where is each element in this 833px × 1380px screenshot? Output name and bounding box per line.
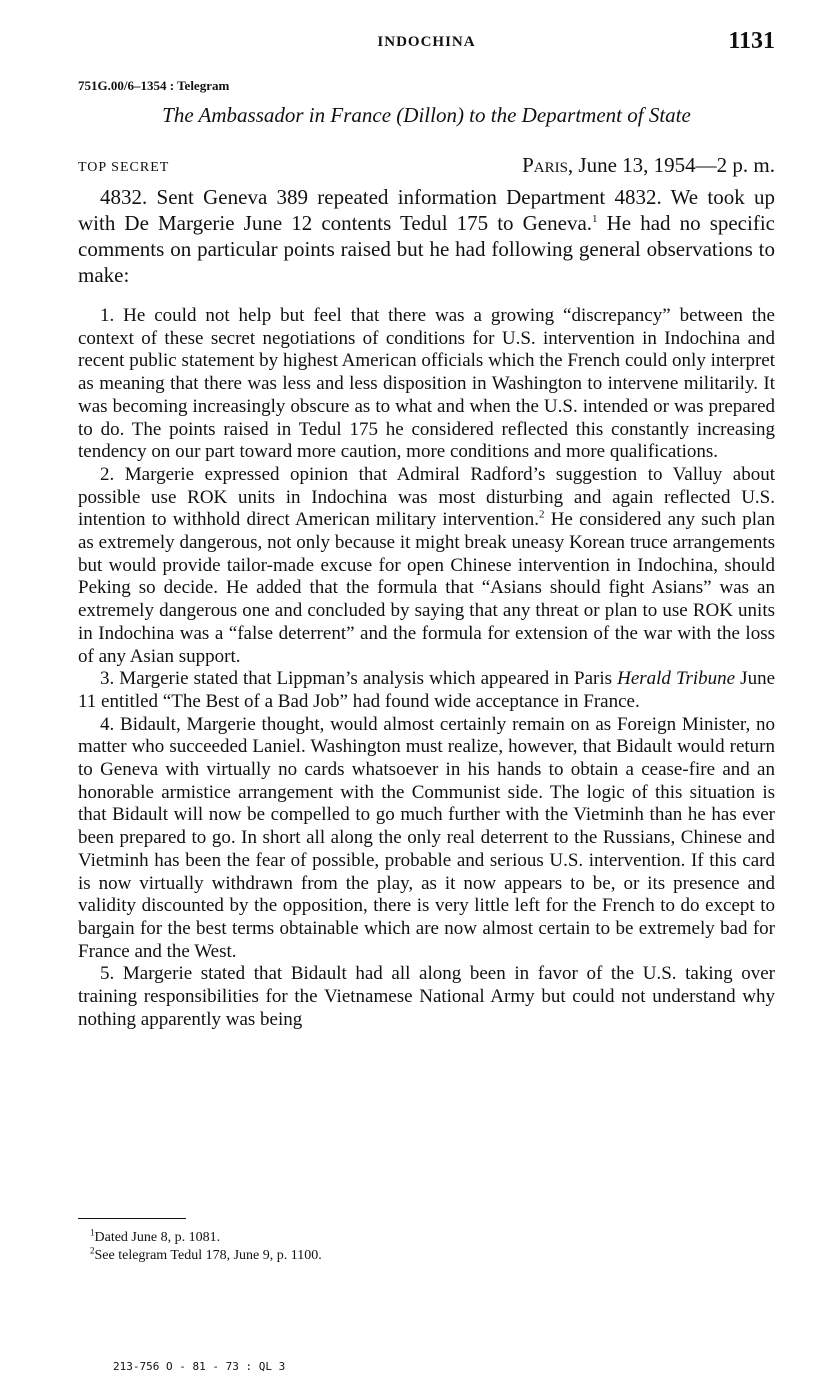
- printer-mark: 213-756 O - 81 - 73 : QL 3: [113, 1360, 286, 1373]
- opening-paragraph: [78, 184, 775, 288]
- paragraph-5: 5. Margerie stated that Bidault had all along been in favor of the U.S. taking over training responsibilities for the Vietnamese National Army but could not understand why nothing apparently was being: [78, 963, 775, 1030]
- footnote-1-text: Dated June 8, p. 1081.: [94, 1230, 221, 1245]
- paragraph-3-text: 3. Margerie stated that Lippman’s analysis which appeared in Paris: [100, 668, 618, 690]
- opening-text: 4832. Sent Geneva 389 repeated information Department 4832. We took up with De Margerie June 12 contents Tedul 175 to Geneva.: [78, 185, 775, 235]
- footnotes: [90, 1229, 690, 1265]
- paragraph-2: [78, 464, 775, 668]
- paragraph-2-text-continued: He considered any such plan as extremely dangerous, not only because it might break uneasy Korean truce arrangements but would provide tailor-made excuse for open Chinese intervention in Indochina, should Peking so decide. He added that the formula that “Asians should fight Asians” was an extremely dangerous one and concluded by saying that any threat or plan to use ROK units in Indochina was a “false deterrent” and the formula for extension of the war with the loss of any Asian support.: [78, 509, 775, 667]
- footnote-1: [90, 1229, 690, 1247]
- file-reference: 751G.00/6–1354 : Telegram: [78, 78, 230, 93]
- running-head: [78, 28, 775, 58]
- classification-label: TOP SECRET: [78, 160, 170, 175]
- page-number: 1131: [728, 28, 775, 54]
- dateline: [522, 153, 775, 178]
- dateline-city: Paris: [522, 153, 568, 177]
- paragraph-1: 1. He could not help but feel that there was a growing “discrepancy” between the context of these secret negotiations of conditions for U.S. intervention in Indochina and recent public statement by highest American officials which the French could only interpret as meaning that there was less and less disposition in Washington to intervene militarily. It was becoming increasingly obscure as to what and when the U.S. intended or was prepared to do. The points raised in Tedul 175 he considered reflected this constantly increasing tendency on our part toward more caution, more conditions and more qualifications.: [78, 305, 775, 463]
- footnote-2-text: See telegram Tedul 178, June 9, p. 1100.: [94, 1248, 322, 1263]
- footnote-ref-2[interactable]: 2: [538, 509, 545, 521]
- paragraph-3-text-continued: June 11 entitled “The Best of a Bad Job” had found wide acceptance in France.: [78, 668, 776, 712]
- newspaper-title: Herald Tribune: [617, 668, 736, 690]
- paragraph-2-text: 2. Margerie expressed opinion that Admiral Radford’s suggestion to Valluy about possible use ROK units in Indochina was most disturbing and again reflected U.S. intention to withhold direct American military intervention.: [78, 463, 775, 531]
- dateline-date: , June 13, 1954—2 p. m.: [567, 153, 775, 177]
- document-title: The Ambassador in France (Dillon) to the Department of State: [162, 103, 691, 127]
- footnote-divider: [78, 1218, 186, 1219]
- numbered-paragraphs: [78, 305, 775, 1032]
- running-title: INDOCHINA: [377, 34, 476, 50]
- paragraph-3: [78, 668, 775, 713]
- footnote-1-mark: 1: [90, 1227, 95, 1238]
- footnote-2: [90, 1247, 690, 1265]
- paragraph-4: 4. Bidault, Margerie thought, would almost certainly remain on as Foreign Minister, no matter who succeeded Laniel. Washington must realize, however, that Bidault would return to Geneva with virtually no cards whatsoever in his hands to obtain a cease-fire and an honorable armistice arrangement with the Communist side. The logic of this situation is that Bidault will now be compelled to go much further with the Vietminh than he has ever been prepared to go. In short all along the only real deterrent to the Russians, Chinese and Vietminh has been the fear of possible, probable and serious U.S. intervention. If this card is now virtually withdrawn from the play, as it now appears to be, or its presence and validity discounted by the opposition, there is very little left for the French to do except to bargain for the best terms obtainable which are now almost certain to be extremely bad for France and the West.: [78, 713, 775, 962]
- footnote-ref-1[interactable]: 1: [592, 213, 598, 225]
- opening-text-continued: He had no specific comments on particular points raised but he had following general observations to make:: [78, 211, 775, 287]
- footnote-2-mark: 2: [90, 1245, 95, 1256]
